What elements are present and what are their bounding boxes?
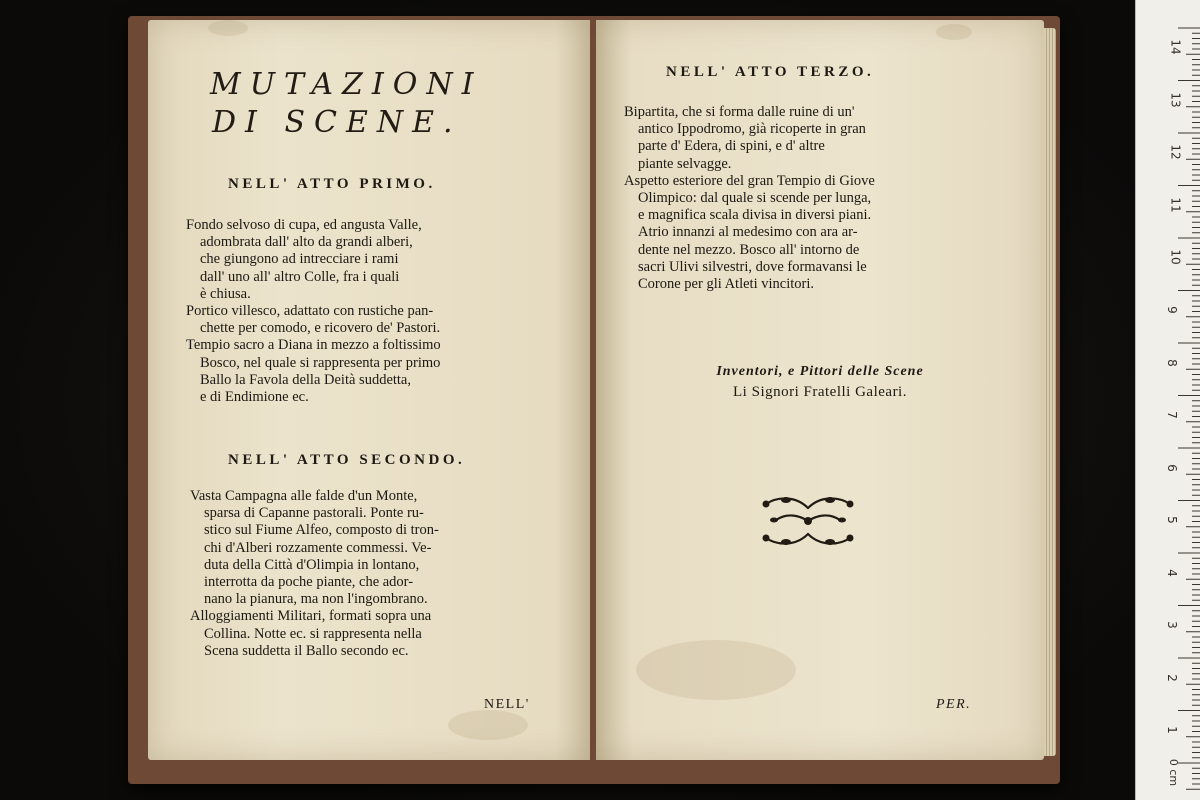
page-edges bbox=[1044, 28, 1056, 756]
scene-credits bbox=[596, 364, 1044, 401]
credits-names: Li Signori Fratelli Galeari. bbox=[733, 384, 907, 400]
text-line: sparsa di Capanne pastorali. Ponte ru- bbox=[204, 505, 424, 522]
text-line: sacri Ulivi silvestri, dove formavansi le bbox=[638, 258, 867, 275]
atto-terzo-text bbox=[624, 104, 875, 293]
text-line: che giungono ad intrecciare i rami bbox=[200, 251, 399, 268]
text-line: Ballo la Favola della Deità suddetta, bbox=[200, 371, 411, 388]
text-line: Alloggiamenti Militari, formati sopra una bbox=[190, 608, 432, 625]
floral-vignette-icon bbox=[756, 490, 860, 552]
ruler-number: 3 bbox=[1164, 621, 1179, 629]
text-line: piante selvagge. bbox=[638, 155, 732, 172]
heading-atto-terzo: NELL' ATTO TERZO. bbox=[666, 64, 875, 80]
title-line-1: MUTAZIONI bbox=[210, 67, 483, 102]
text-line: Olimpico: dal quale si scende per lunga, bbox=[638, 190, 872, 207]
text-line: nano la pianura, ma non l'ingombrano. bbox=[204, 591, 428, 608]
ruler-number: 6 bbox=[1164, 464, 1179, 472]
ruler-unit: 0 cm bbox=[1167, 758, 1181, 787]
heading-atto-primo: NELL' ATTO PRIMO. bbox=[228, 176, 436, 192]
text-line: adombrata dall' alto da grandi alberi, bbox=[200, 234, 413, 251]
atto-primo-text bbox=[186, 217, 441, 406]
text-line: parte d' Edera, di spini, e d' altre bbox=[638, 138, 825, 155]
text-line: Aspetto esteriore del gran Tempio di Giove bbox=[624, 172, 875, 189]
text-line: dall' uno all' altro Colle, fra i quali bbox=[200, 268, 400, 285]
measurement-ruler bbox=[1135, 0, 1200, 800]
text-line: chette per comodo, e ricovero de' Pastori. bbox=[200, 320, 441, 337]
paper-stain bbox=[208, 20, 248, 36]
title-line-2: DI SCENE. bbox=[212, 105, 462, 140]
paper-stain bbox=[636, 640, 796, 700]
paper-stain bbox=[936, 24, 972, 40]
atto-secondo-text bbox=[190, 488, 439, 660]
text-line: Bipartita, che si forma dalle ruine di un' bbox=[624, 104, 855, 120]
text-line: chi d'Alberi rozzamente commessi. Ve- bbox=[204, 539, 432, 556]
text-line: Fondo selvoso di cupa, ed angusta Valle, bbox=[186, 217, 422, 233]
ruler-number: 8 bbox=[1164, 359, 1179, 367]
text-line: interrotta da poche piante, che ador- bbox=[204, 574, 414, 591]
ruler-number: 14 bbox=[1168, 39, 1183, 55]
text-line: Scena suddetta il Ballo secondo ec. bbox=[204, 642, 409, 659]
ruler-number: 13 bbox=[1168, 92, 1183, 108]
text-line: dente nel mezzo. Bosco all' intorno de bbox=[638, 241, 860, 258]
ruler-number: 7 bbox=[1164, 411, 1179, 419]
text-line: Corone per gli Atleti vincitori. bbox=[638, 276, 814, 293]
paper-stain bbox=[448, 710, 528, 740]
catchword-right: PER. bbox=[936, 697, 972, 712]
heading-atto-secondo: NELL' ATTO SECONDO. bbox=[228, 452, 466, 468]
ruler-number: 4 bbox=[1164, 569, 1179, 577]
text-line: e di Endimione ec. bbox=[200, 389, 309, 406]
ruler-number: 9 bbox=[1164, 306, 1179, 314]
text-line: Vasta Campagna alle falde d'un Monte, bbox=[190, 488, 418, 504]
ruler-number: 11 bbox=[1168, 197, 1183, 213]
page-title bbox=[210, 66, 482, 142]
text-line: duta della Città d'Olimpia in lontano, bbox=[204, 556, 420, 573]
text-line: Bosco, nel quale si rappresenta per primo bbox=[200, 354, 441, 371]
text-line: stico sul Fiume Alfeo, composto di tron- bbox=[204, 522, 439, 539]
text-line: e magnifica scala divisa in diversi piani. bbox=[638, 207, 872, 224]
ruler-number: 1 bbox=[1164, 726, 1179, 734]
text-line: antico Ippodromo, già ricoperte in gran bbox=[638, 121, 866, 138]
text-line: Tempio sacro a Diana in mezzo a foltissimo bbox=[186, 337, 441, 354]
ruler-number: 10 bbox=[1168, 249, 1183, 265]
ruler-number: 12 bbox=[1168, 144, 1183, 160]
text-line: è chiusa. bbox=[200, 285, 251, 302]
text-line: Collina. Notte ec. si rappresenta nella bbox=[204, 625, 422, 642]
catchword-left: NELL' bbox=[484, 697, 530, 712]
ruler-number: 5 bbox=[1164, 516, 1179, 524]
credits-role: Inventori, e Pittori delle Scene bbox=[716, 364, 924, 379]
text-line: Portico villesco, adattato con rustiche pan- bbox=[186, 303, 434, 320]
ruler-number: 2 bbox=[1164, 674, 1179, 682]
text-line: Atrio innanzi al medesimo con ara ar- bbox=[638, 224, 858, 241]
